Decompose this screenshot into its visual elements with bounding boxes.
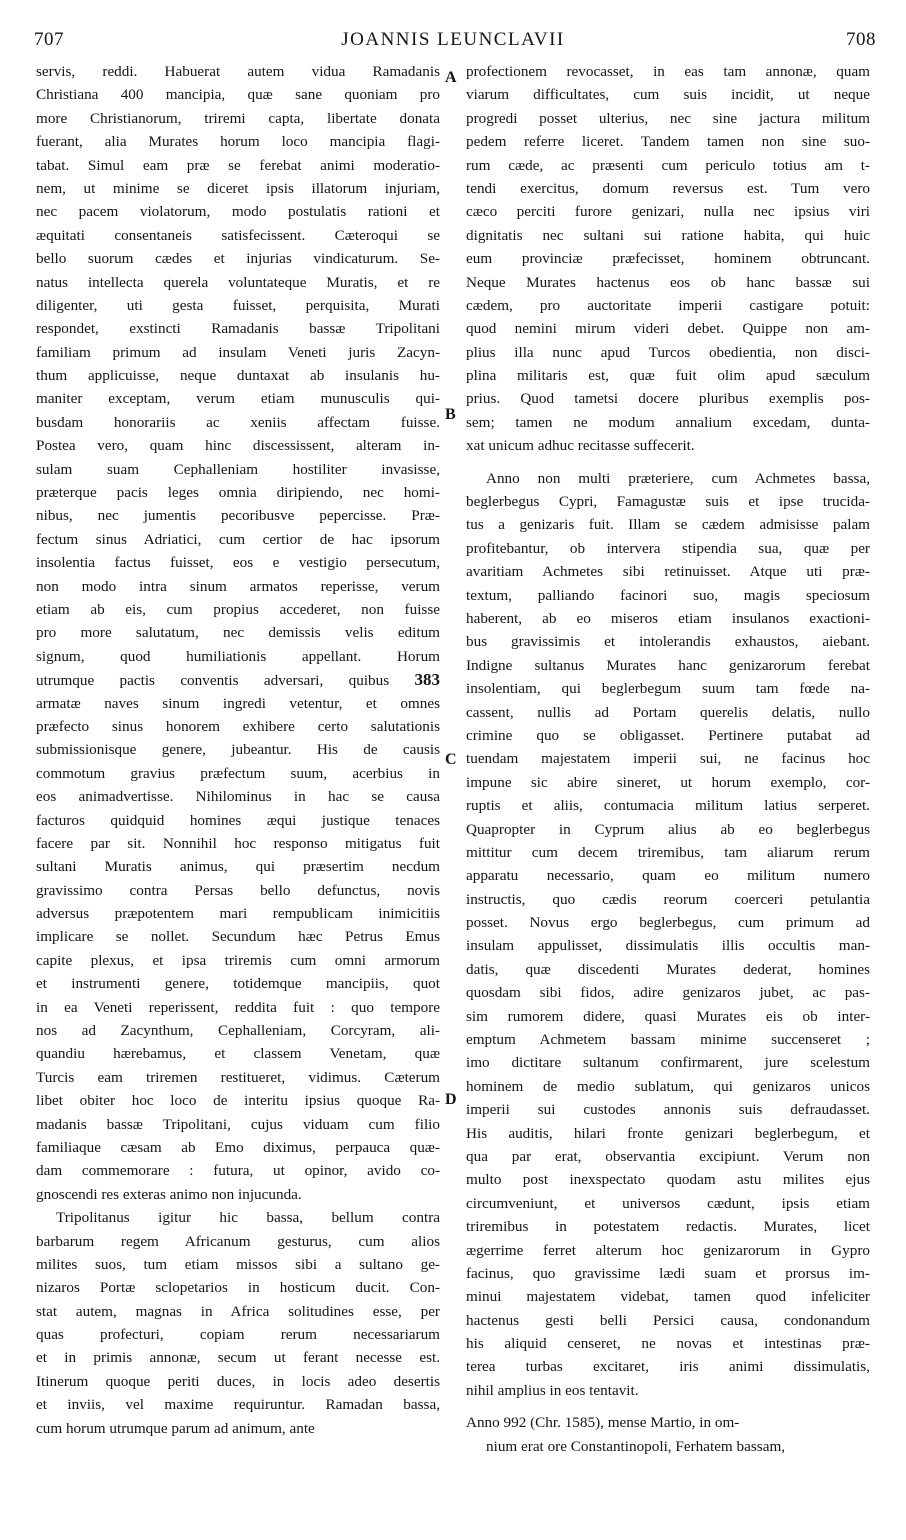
text-line: præterque pacis leges omnia diripiendo, nec homi-: [36, 484, 440, 502]
text-line: circumveniunt, et universos cædunt, ipsis etiam: [466, 1194, 870, 1212]
text-line: familiam primum ad insulam Veneti juris Zacyn-: [36, 343, 440, 361]
text-line: multo post inexspectato quodam astu milites ejus: [466, 1171, 870, 1189]
text-line: madanis bassæ Tripolitani, cujus viduam cum filio: [36, 1115, 440, 1133]
text-line: insolentiam, qui beglerbegum suum tam fœde na-: [466, 680, 870, 698]
text-line: gravissimo contra Persas bello defunctus, novis: [36, 881, 440, 899]
text-line: Christiana 400 mancipia, quæ sane quoniam pro: [36, 86, 440, 104]
right-text-column: [466, 60, 870, 1458]
text-line: pedem referre liceret. Tandem tamen non sine suo-: [466, 133, 870, 151]
text-line: libet obiter hoc loco de interitu ipsius quoque Ra-: [36, 1092, 440, 1110]
text-line: cassent, nullis ad Portam querelis delatis, nullo: [466, 703, 870, 721]
text-line: stat autem, magnas in Africa solitudines esse, per: [36, 1302, 440, 1320]
text-line: qua par erat, observantia excipiunt. Verum non: [466, 1147, 870, 1165]
text-line: emptum Achmetem bassam minime succenseret ;: [466, 1031, 870, 1049]
text-line: haberent, ab eo miseros etiam insulanos exactioni-: [466, 609, 870, 627]
text-line: datis, quæ discedenti Murates dederat, homines: [466, 960, 870, 978]
text-line: Neque Murates hactenus eos ob hanc bassæ sui: [466, 273, 870, 291]
text-line: Postea vero, quam hinc discessissent, alteram in-: [36, 437, 440, 455]
left-text-column: [36, 60, 440, 1440]
text-line: prius. Quod tametsi docere pluribus exemplis pos-: [466, 390, 870, 408]
text-line: tabat. Simul eam præ se ferebat animi moderatio-: [36, 156, 440, 174]
text-line: pro more salutatum, nec demissis velis editum: [36, 624, 440, 642]
page-number-right: 708: [846, 29, 876, 50]
text-line: viarum difficultates, cum suis incidit, ut neque: [466, 86, 870, 104]
text-line: avaritiam Achmetes sibi retinuisset. Atque uti præ-: [466, 563, 870, 581]
text-line: quod nemini mirum videri debet. Quippe non am-: [466, 320, 870, 338]
text-line: profectionem revocasset, in eas tam annonæ, quam: [466, 63, 870, 80]
text-line: respondet, exstincti Ramadanis bassæ Tripolitani: [36, 320, 440, 338]
text-line: apparatu necessario, quam eo militum numero: [466, 867, 870, 885]
text-line: impune sic abire sineret, ut horum exemplo, cor-: [466, 773, 870, 791]
text-line: sim rumorem didere, quasi Murates eis ob inter-: [466, 1007, 870, 1025]
text-line: Indigne sultanus Murates hanc genizarorum ferebat: [466, 656, 870, 674]
running-header: [30, 28, 876, 56]
text-line: imperii sui custodes annonis suis defraudasset.: [466, 1101, 870, 1119]
text-line: etiam ab eis, cum propius accederet, non fuisse: [36, 600, 440, 618]
text-line: cædem, pro auctoritate imperii castigare potuit:: [466, 296, 870, 314]
text-line: facinus, quo gravissime lædi suam et prorsus im-: [466, 1264, 870, 1282]
text-line: utrumque pactis conventis adversari, quibus 383: [36, 670, 440, 690]
text-line: capite plexus, et ipsa triremis cum omni armorum: [36, 951, 440, 969]
text-line: et inviis, vel maxime requiruntur. Ramadan bassa,: [36, 1396, 440, 1414]
page-number-left: 707: [34, 29, 64, 50]
text-line: cum horum utrumque parum ad animum, ante: [36, 1419, 315, 1437]
text-line: beglerbegus Cypri, Famagustæ suis et ipse trucida-: [466, 493, 870, 511]
text-line: busdam honorariis ac xeniis affectam fuisse.: [36, 413, 440, 431]
text-line: commotum gravius præfectum suum, acerbius in: [36, 764, 440, 782]
text-line: barbarum regem Africanum gesturus, cum alios: [36, 1232, 440, 1250]
text-line: sem; tamen ne modum annalium excedam, dunta-: [466, 413, 870, 431]
text-line: triremibus in potestatem redactis. Murates, licet: [466, 1218, 870, 1236]
text-line: facturos quidquid homines æqui justique tenaces: [36, 811, 440, 829]
text-line: nem, ut minime se diceret ipsis illatorum injuriam,: [36, 179, 440, 197]
margin-letter-d: D: [445, 1091, 457, 1108]
text-line: implicare se nollet. Secundum hæc Petrus Emus: [36, 928, 440, 946]
text-line: Itinerum quoque periti duces, in locis adeo desertis: [36, 1372, 440, 1390]
running-title: JOANNIS LEUNCLAVII: [341, 29, 565, 50]
text-line: maniter exceptam, verum etiam munusculis qui-: [36, 390, 440, 408]
text-line: et instrumenti genere, totidemque mancipiis, quot: [36, 975, 440, 993]
text-line: diligenter, uti gesta fuisset, perquisita, Murati: [36, 296, 440, 314]
text-line: ruptis et aliis, contumacia militum latius serperet.: [466, 797, 870, 815]
text-line: insolentia factus fuisset, eos e vestigio persecutum,: [36, 554, 440, 572]
text-line: instructis, quo cædis reorum coerceri petulantia: [466, 890, 870, 908]
text-line: tendi exercitus, domum reversus est. Tum vero: [466, 179, 870, 197]
text-line: nec pacem violatorum, modo postulatis rationi et: [36, 203, 440, 221]
text-line: tus a genizaris fuit. Illam se cædem admisisse palam: [466, 516, 870, 534]
text-line: sultani Muratis animus, qui præsertim necdum: [36, 858, 440, 876]
text-line: nium erat ore Constantinopoli, Ferhatem bassam,: [486, 1437, 786, 1455]
text-line: plius illa nunc apud Turcos obedientia, non disci-: [466, 343, 870, 361]
text-line: æquitati consentaneis satisfecissent. Cæteroqui se: [36, 226, 440, 244]
text-line: eos animadvertisse. Nihilominus in hac se causa: [36, 788, 440, 806]
text-line: fuerant, alia Murates horum loco mancipia flagi-: [36, 133, 440, 151]
text-line: terea turbas excitaret, iris animi dissimulatis,: [466, 1358, 870, 1376]
text-line: natus intellecta querela voluntateque Muratis, et re: [36, 273, 440, 291]
paragraph-gap: [466, 1402, 870, 1411]
text-line: ægerrime ferret alterum hoc genizarorum in Gypro: [466, 1241, 870, 1259]
text-line: rum cæde, ac præsenti cum periculo totius am t-: [466, 156, 870, 174]
text-line: bus gravissimis et intolerandis exhaustos, aiebant.: [466, 633, 870, 651]
text-line: progredi posset ulterius, nec sine jactura militum: [466, 109, 870, 127]
text-line: bello suorum cædes et injurias vindicaturum. Se-: [36, 250, 440, 268]
text-line: minui majestatem videbat, tamen quod infeliciter: [466, 1288, 870, 1306]
text-line: nizaros Portæ sclopetarios in hosticum ducit. Con-: [36, 1279, 440, 1297]
text-line: thum applicuisse, neque duntaxat ab insulanis hu-: [36, 367, 440, 385]
text-line: quosdam sibi fidos, adire genizaros jubet, ac pas-: [466, 984, 870, 1002]
text-line: gnoscendi res exteras animo non injucunda.: [36, 1185, 302, 1203]
text-line: profitebantur, ob intervera stipendia sua, quæ per: [466, 539, 870, 557]
text-line: familiaque cæsam ab Emo diximus, perpauca quæ-: [36, 1138, 440, 1156]
text-line: mittitur cum decem triremibus, tam aliarum rerum: [466, 843, 870, 861]
text-line: his aliquid censeret, ne novas et intestinas præ-: [466, 1335, 870, 1353]
text-line: dignitatis nec sultani sui ratione habita, qui huic: [466, 226, 870, 244]
text-line: Anno non multi præteriere, cum Achmetes bassa,: [486, 469, 870, 487]
text-line: sulam suam Cephalleniam hostiliter invasisse,: [36, 460, 440, 478]
text-line: adversus præpotentem mari rempublicam inimicitiis: [36, 905, 440, 923]
text-line: tuendam majestatem imperii sui, ne facinus hoc: [466, 750, 870, 768]
text-line: cæco perciti furore genizari, nulla nec ipsius viri: [466, 203, 870, 221]
text-line: in ea Veneti reperissent, reddita fuit : quo tempore: [36, 998, 440, 1016]
text-line: His auditis, hilari fronte genizari beglerbegum, et: [466, 1124, 870, 1142]
text-line: Quapropter in Cyprum alius ab eo beglerbegus: [466, 820, 870, 838]
text-line: Turcis eam triremen restitueret, vidimus. Cæterum: [36, 1068, 440, 1086]
text-line: posset. Novus ergo beglerbegus, cum primum ad: [466, 914, 870, 932]
text-line: Tripolitanus igitur hic bassa, bellum contra: [56, 1209, 440, 1227]
text-line: armatæ naves sinum ingredi vetentur, et omnes: [36, 694, 440, 712]
margin-letter-a: A: [445, 69, 457, 86]
text-line: eum provinciæ præfecisset, hominem obtruncant.: [466, 250, 870, 268]
text-line: nihil amplius in eos tentavit.: [466, 1381, 639, 1399]
text-line: nos ad Zacynthum, Cephalleniam, Corcyram, ali-: [36, 1022, 440, 1040]
text-line: crimine quo se obligasset. Pertinere putabat ad: [466, 726, 870, 744]
text-line: hominem de medio sublatum, qui genizaros unicos: [466, 1077, 870, 1095]
text-line: submissionisque genere, jubeantur. His de causis: [36, 741, 440, 759]
text-line: imo dictitare sultanum confirmarent, jure scelestum: [466, 1054, 870, 1072]
text-line: servis, reddi. Habuerat autem vidua Ramadanis: [36, 63, 440, 80]
text-line: et in primis annonæ, secum ut ferant necesse est.: [36, 1349, 440, 1367]
text-line: dam commemorare : futura, ut opinor, avido co-: [36, 1162, 440, 1180]
text-line: signum, quod humiliationis appellant. Horum: [36, 647, 440, 665]
text-line: quas profecturi, copiam rerum necessariarum: [36, 1326, 440, 1344]
text-line: textum, palliando facinori suo, magis speciosum: [466, 586, 870, 604]
text-line: hactenus gesti belli Persici causa, condonandum: [466, 1311, 870, 1329]
text-line: plina militaris est, quæ fuit olim apud sæculum: [466, 367, 870, 385]
text-line: milites suos, tum etiam missos sibi a sultano ge-: [36, 1255, 440, 1273]
text-line: nibus, nec jumentis pecoribusve pepercisse. Præ-: [36, 507, 440, 525]
paragraph-gap: [466, 458, 870, 467]
text-line: fectum sinus Adriatici, cum certior de hac ipsorum: [36, 530, 440, 548]
text-line: insulam appulisset, dissimulatis illis occultis man-: [466, 937, 870, 955]
text-line: Anno 992 (Chr. 1585), mense Martio, in om-: [466, 1414, 740, 1432]
page-marker: 383: [414, 670, 440, 690]
text-line: xat unicum adhuc recitasse suffecerit.: [466, 437, 695, 455]
margin-letter-c: C: [445, 751, 457, 768]
text-line: non modo intra sinum armatos reperisse, verum: [36, 577, 440, 595]
text-line: quandiu hærebamus, et classem Venetam, quæ: [36, 1045, 440, 1063]
text-line: facere par sit. Nonnihil hoc responso mitigatus fuit: [36, 834, 440, 852]
text-line: more Christianorum, triremi capta, libertate donata: [36, 109, 440, 127]
margin-letter-b: B: [445, 406, 456, 423]
text-line: præfecto sinus honorem exhibere certo salutationis: [36, 717, 440, 735]
